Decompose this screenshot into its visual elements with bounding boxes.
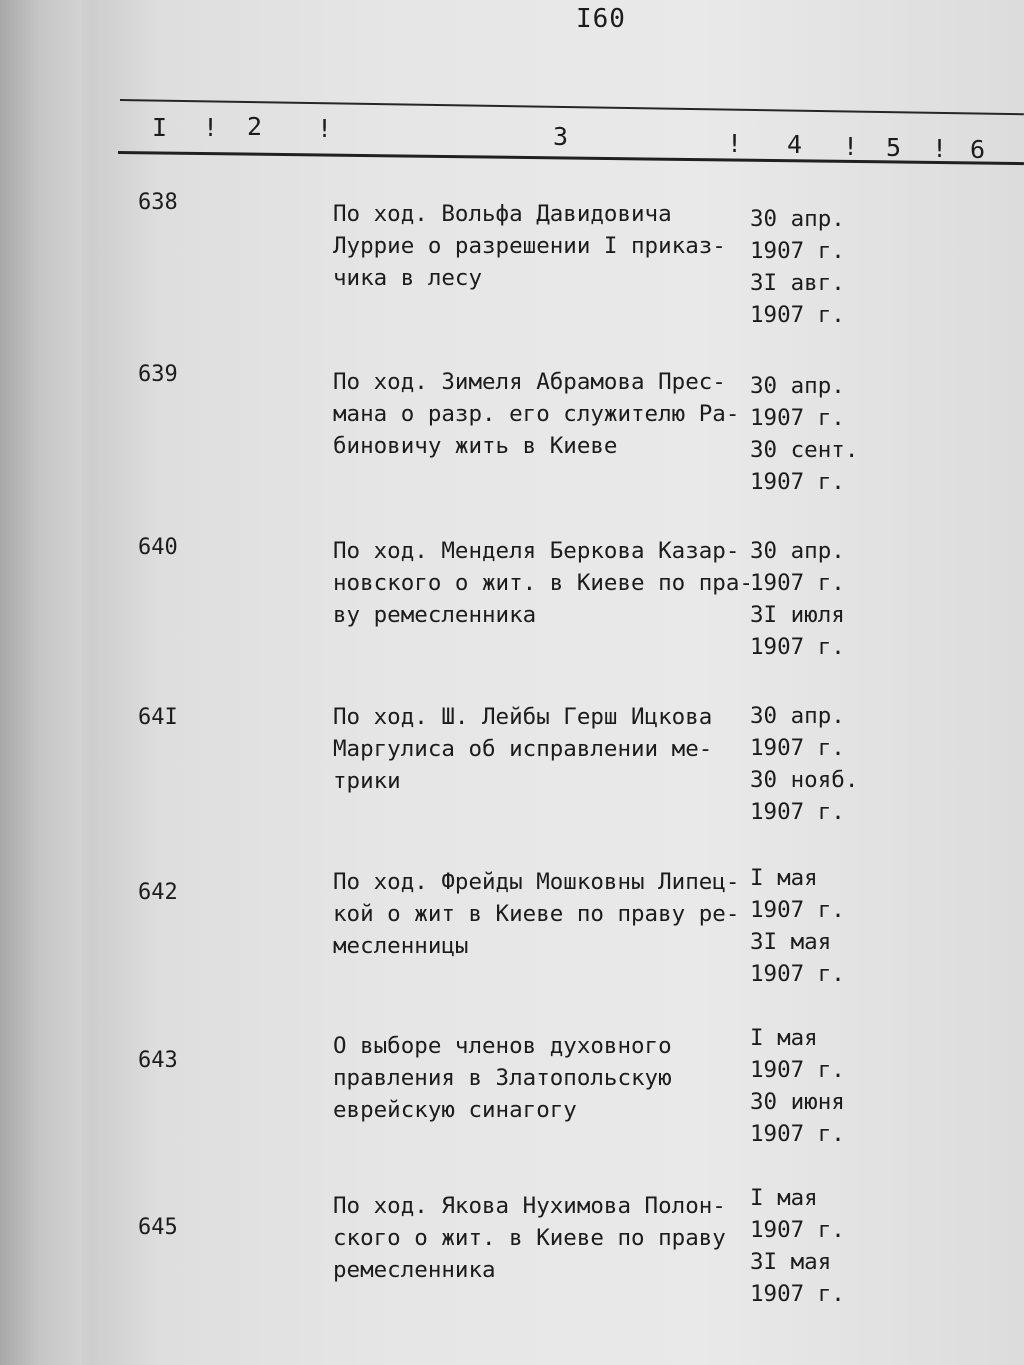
- entry-description-line: ского о жит. в Киеве по праву: [333, 1225, 726, 1251]
- entry-start-date: 30 апр.: [750, 206, 845, 232]
- entry-end-year: 1907 г.: [750, 799, 845, 825]
- entry-end-date: 3I мая: [750, 1249, 832, 1275]
- entry-description-line: По ход. Менделя Беркова Казар-: [333, 538, 740, 564]
- entry-end-date: 3I июля: [750, 602, 845, 628]
- entry-start-year: 1907 г.: [750, 570, 845, 596]
- entry-end-date: 30 нояб.: [750, 767, 859, 793]
- entry-number: 645: [138, 1215, 178, 1240]
- entry-dates: [750, 370, 858, 498]
- page-binding-shadow: [0, 0, 105, 1365]
- entry-dates: [750, 535, 845, 663]
- entry-dates: [750, 1022, 845, 1150]
- entry-description-line: биновичу жить в Киеве: [333, 433, 618, 459]
- entry-number: 64I: [138, 705, 178, 730]
- column-header-5: 5: [886, 133, 902, 162]
- entry-description-line: еврейскую синагогу: [333, 1097, 577, 1123]
- entry-description-line: ву ремесленника: [333, 602, 537, 628]
- entry-dates: [750, 1182, 845, 1310]
- page-number: I60: [576, 4, 626, 34]
- entry-description: [333, 366, 753, 462]
- entry-description-line: месленницы: [333, 933, 469, 959]
- column-header-1: I: [152, 113, 168, 142]
- entry-start-date: I мая: [750, 865, 818, 891]
- entry-start-year: 1907 г.: [750, 405, 845, 431]
- entry-end-year: 1907 г.: [750, 634, 845, 660]
- entry-number: 639: [138, 362, 178, 387]
- entry-end-date: 3I авг.: [750, 270, 845, 296]
- entry-dates: [750, 203, 845, 331]
- entry-description: [333, 866, 753, 962]
- entry-description: [333, 1030, 753, 1126]
- entry-description-line: О выборе членов духовного: [333, 1033, 672, 1059]
- entry-description-line: кой о жит в Киеве по праву ре-: [333, 901, 740, 927]
- entry-description: [333, 1190, 753, 1286]
- entry-start-year: 1907 г.: [750, 897, 845, 923]
- entry-description-line: По ход. Вольфа Давидовича: [333, 201, 672, 227]
- entry-end-year: 1907 г.: [750, 1121, 845, 1147]
- entry-start-date: 30 апр.: [750, 703, 845, 729]
- entry-end-year: 1907 г.: [750, 469, 845, 495]
- entry-start-date: 30 апр.: [750, 373, 845, 399]
- entry-end-year: 1907 г.: [750, 961, 845, 987]
- column-separator: !: [727, 129, 743, 158]
- entry-number: 638: [138, 190, 178, 215]
- entry-start-year: 1907 г.: [750, 735, 845, 761]
- column-header-2: 2: [247, 112, 263, 141]
- entry-end-year: 1907 г.: [750, 1281, 845, 1307]
- entry-description-line: ремесленника: [333, 1257, 496, 1283]
- entry-description-line: мана о разр. его служителю Ра-: [333, 401, 740, 427]
- entry-end-date: 30 сент.: [750, 437, 859, 463]
- entry-description: [333, 701, 753, 797]
- entry-description: [333, 535, 753, 631]
- entry-description-line: Луррие о разрешении I приказ-: [333, 233, 726, 259]
- entry-start-year: 1907 г.: [750, 1057, 845, 1083]
- entry-description-line: По ход. Ш. Лейбы Герш Ицкова: [333, 704, 713, 730]
- column-header-3: 3: [553, 122, 569, 151]
- entry-start-date: I мая: [750, 1185, 818, 1211]
- entry-description-line: новского о жит. в Киеве по пра-: [333, 570, 753, 596]
- column-header-6: 6: [970, 135, 986, 164]
- entry-number: 640: [138, 535, 178, 560]
- entry-start-year: 1907 г.: [750, 238, 845, 264]
- entry-start-year: 1907 г.: [750, 1217, 845, 1243]
- entry-description-line: трики: [333, 768, 401, 794]
- column-separator: !: [203, 113, 219, 142]
- entry-start-date: I мая: [750, 1025, 818, 1051]
- column-separator: !: [932, 134, 948, 163]
- entry-description-line: правления в Златопольскую: [333, 1065, 672, 1091]
- column-separator: !: [317, 114, 333, 143]
- entry-start-date: 30 апр.: [750, 538, 845, 564]
- entry-end-year: 1907 г.: [750, 302, 845, 328]
- entry-number: 642: [138, 880, 178, 905]
- entry-description-line: По ход. Зимеля Абрамова Прес-: [333, 369, 726, 395]
- entry-description-line: По ход. Якова Нухимова Полон-: [333, 1193, 726, 1219]
- entry-description-line: Маргулиса об исправлении ме-: [333, 736, 713, 762]
- entry-dates: [750, 700, 858, 828]
- entry-number: 643: [138, 1048, 178, 1073]
- column-header-4: 4: [787, 130, 803, 159]
- entry-description-line: чика в лесу: [333, 265, 483, 291]
- column-separator: !: [843, 132, 859, 161]
- entry-description-line: По ход. Фрейды Мошковны Липец-: [333, 869, 740, 895]
- entry-end-date: 3I мая: [750, 929, 832, 955]
- entry-end-date: 30 июня: [750, 1089, 845, 1115]
- entry-dates: [750, 862, 845, 990]
- entry-description: [333, 198, 753, 294]
